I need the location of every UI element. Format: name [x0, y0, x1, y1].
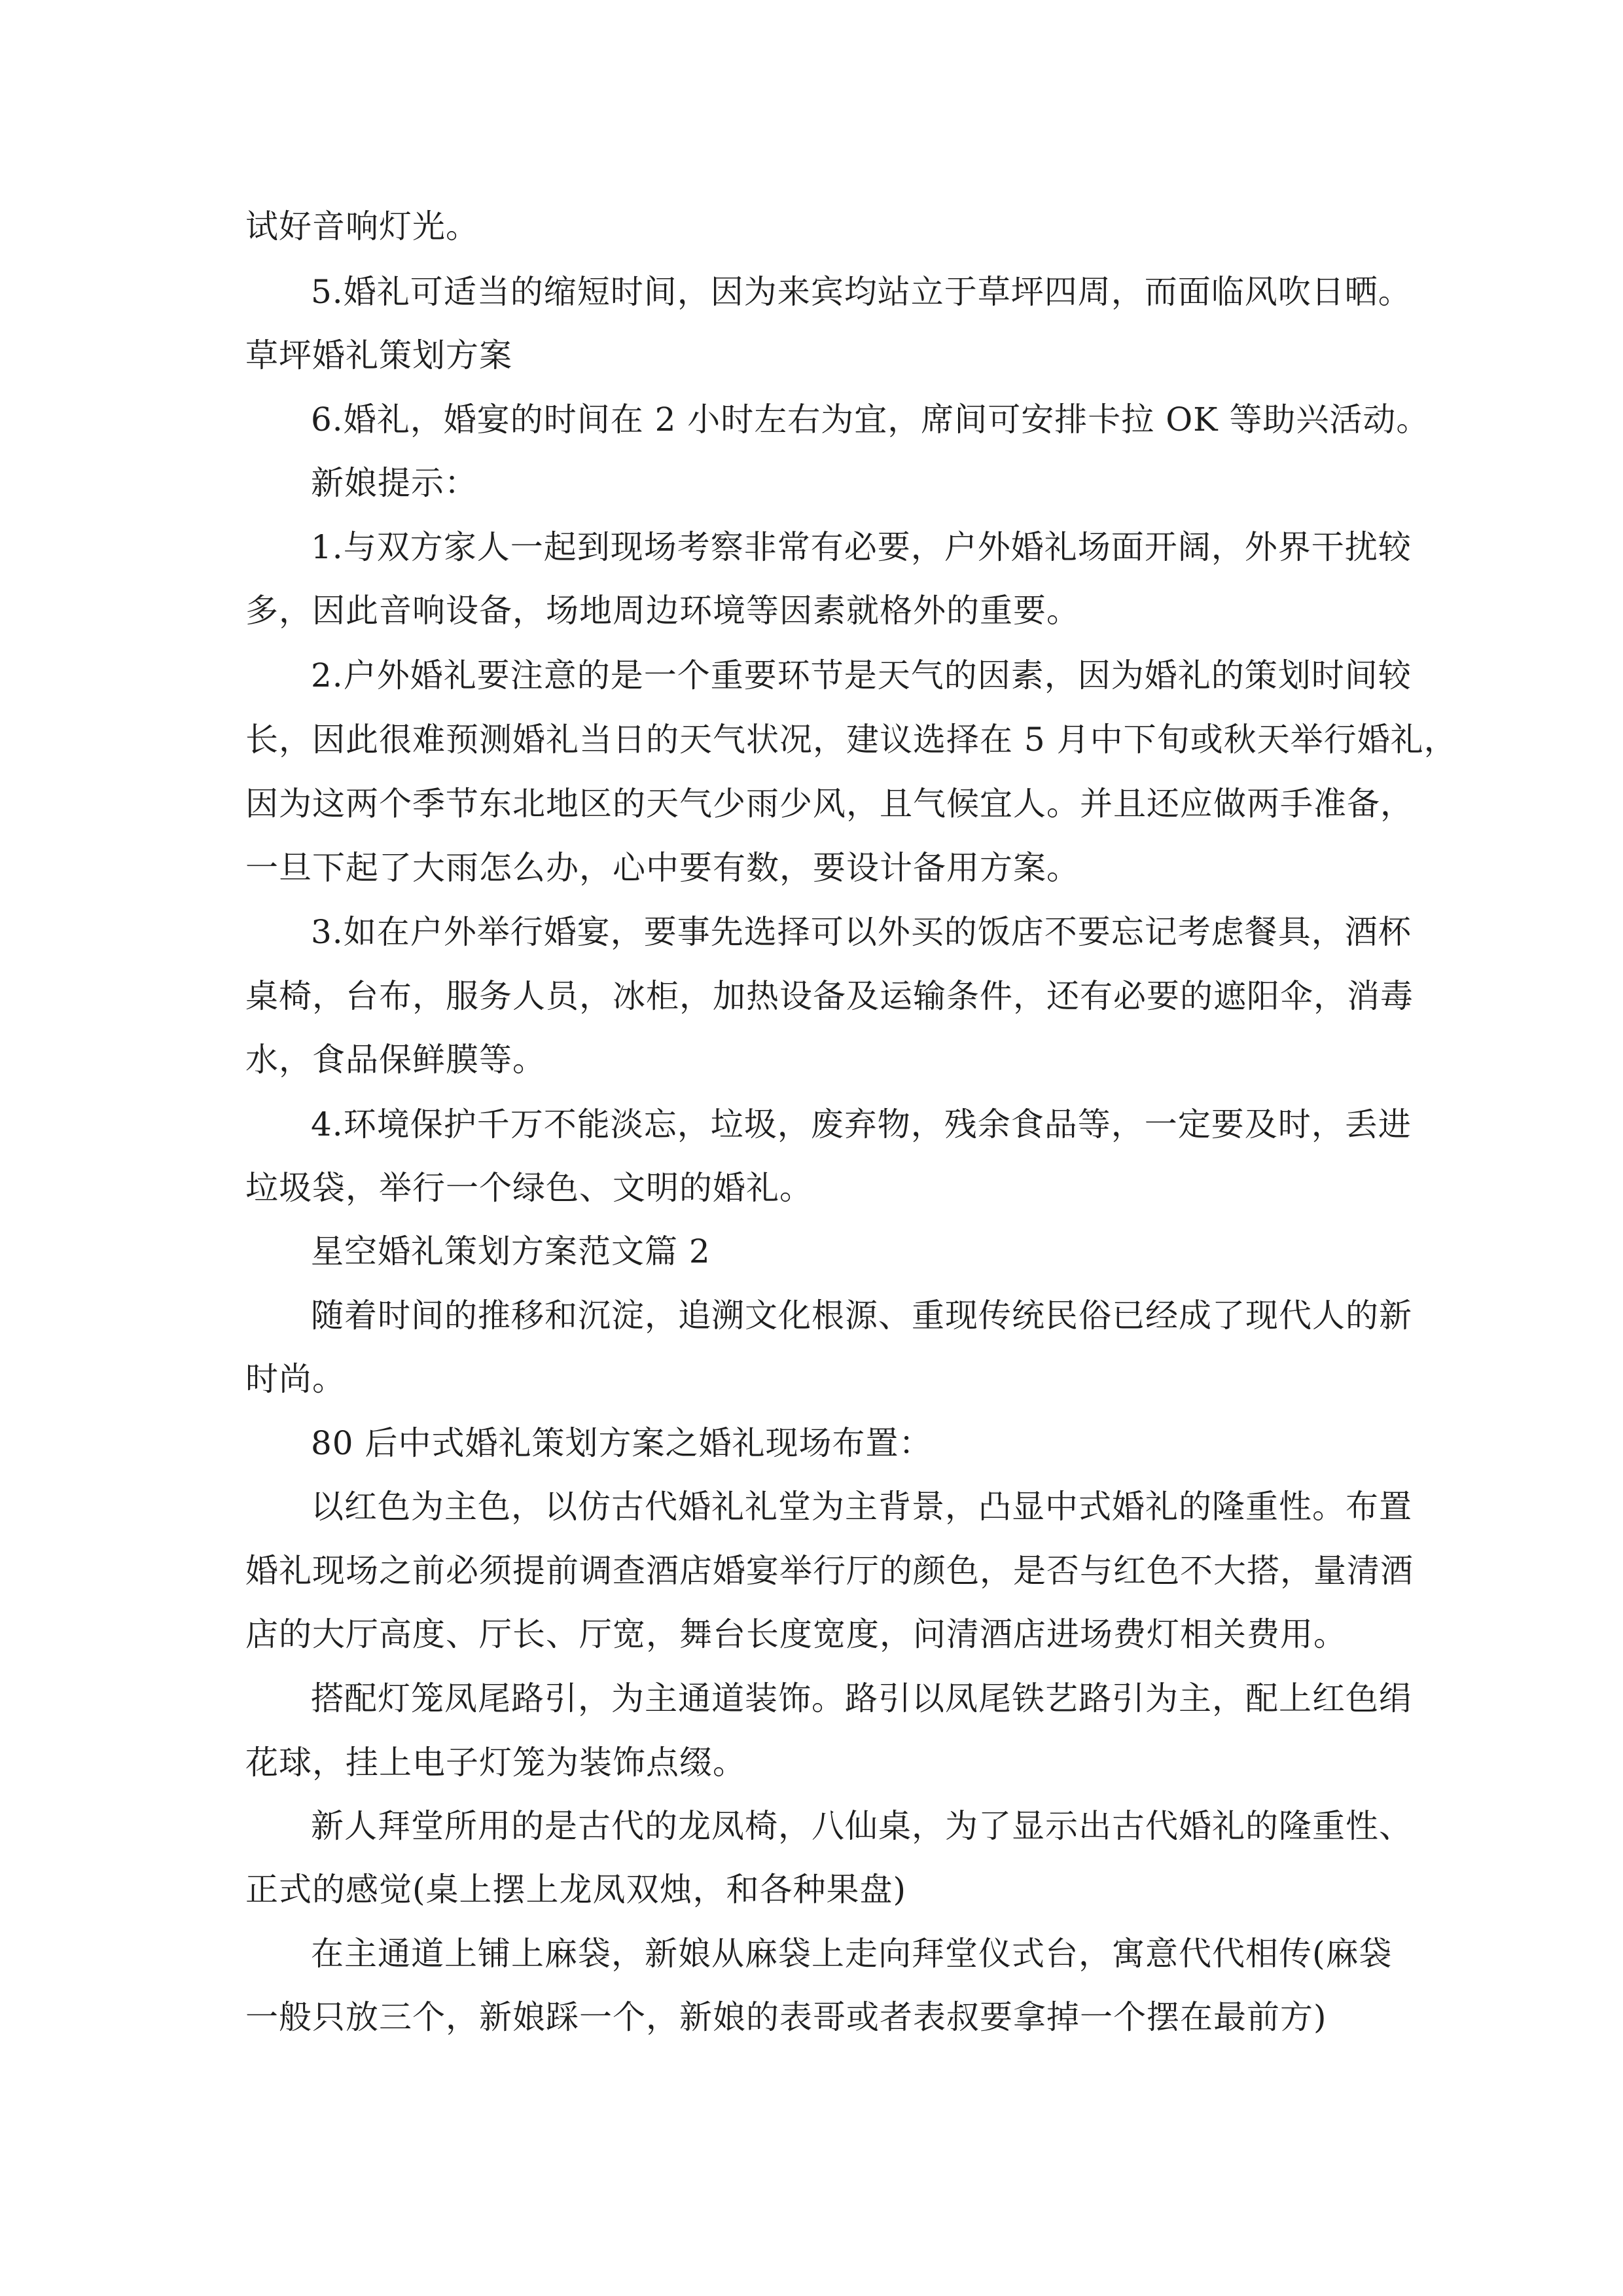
- text-line: 80 后中式婚礼策划方案之婚礼现场布置：: [311, 1424, 933, 1462]
- text-line: 4.环境保护千万不能淡忘，垃圾，废弃物，残余食品等，一定要及时，丢进: [311, 1105, 1412, 1143]
- text-line: 2.户外婚礼要注意的是一个重要环节是天气的因素，因为婚礼的策划时间较: [311, 656, 1412, 694]
- text-line: 店的大厅高度、厅长、厅宽，舞台长度宽度，问清酒店进场费灯相关费用。: [245, 1615, 1347, 1653]
- text-line: 5.婚礼可适当的缩短时间，因为来宾均站立于草坪四周，而面临风吹日晒。: [311, 273, 1412, 311]
- text-line: 在主通道上铺上麻袋，新娘从麻袋上走向拜堂仪式台，寓意代代相传(麻袋: [311, 1935, 1393, 1973]
- text-line: 垃圾袋，举行一个绿色、文明的婚礼。: [245, 1169, 813, 1207]
- text-line: 长，因此很难预测婚礼当日的天气状况，建议选择在 5 月中下旬或秋天举行婚礼，: [245, 721, 1457, 759]
- text-line: 一般只放三个，新娘踩一个，新娘的表哥或者表叔要拿掉一个摆在最前方): [245, 1998, 1327, 2036]
- text-line: 桌椅，台布，服务人员，冰柜，加热设备及运输条件，还有必要的遮阳伞，消毒: [245, 977, 1414, 1015]
- text-line: 试好音响灯光。: [245, 207, 479, 245]
- text-line: 水，食品保鲜膜等。: [245, 1041, 546, 1079]
- text-line: 随着时间的推移和沉淀，追溯文化根源、重现传统民俗已经成了现代人的新: [311, 1297, 1412, 1335]
- text-line: 新娘提示：: [311, 464, 478, 502]
- text-line: 多，因此音响设备，场地周边环境等因素就格外的重要。: [245, 592, 1080, 630]
- text-line: 以红色为主色，以仿古代婚礼礼堂为主背景，凸显中式婚礼的隆重性。布置: [311, 1488, 1412, 1526]
- text-line: 新人拜堂所用的是古代的龙凤椅，八仙桌，为了显示出古代婚礼的隆重性、: [311, 1807, 1412, 1845]
- text-line: 3.如在户外举行婚宴，要事先选择可以外买的饭店不要忘记考虑餐具，酒杯: [311, 913, 1412, 951]
- text-line: 正式的感觉(桌上摆上龙凤双烛，和各种果盘): [245, 1871, 907, 1909]
- text-line: 因为这两个季节东北地区的天气少雨少风，且气候宜人。并且还应做两手准备，: [245, 785, 1414, 823]
- text-line: 时尚。: [245, 1360, 346, 1398]
- text-line: 一旦下起了大雨怎么办，心中要有数，要设计备用方案。: [245, 849, 1080, 887]
- text-line: 搭配灯笼凤尾路引，为主通道装饰。路引以凤尾铁艺路引为主，配上红色绢: [311, 1679, 1412, 1717]
- text-line: 草坪婚礼策划方案: [245, 336, 512, 374]
- text-line: 花球，挂上电子灯笼为装饰点缀。: [245, 1744, 746, 1782]
- text-line: 1.与双方家人一起到现场考察非常有必要，户外婚礼场面开阔，外界干扰较: [311, 528, 1412, 566]
- text-line: 6.婚礼，婚宴的时间在 2 小时左右为宜，席间可安排卡拉 OK 等助兴活动。: [311, 401, 1430, 439]
- section-heading: 星空婚礼策划方案范文篇 2: [311, 1232, 711, 1270]
- text-line: 婚礼现场之前必须提前调查酒店婚宴举行厅的颜色，是否与红色不大搭，量清酒: [245, 1552, 1414, 1590]
